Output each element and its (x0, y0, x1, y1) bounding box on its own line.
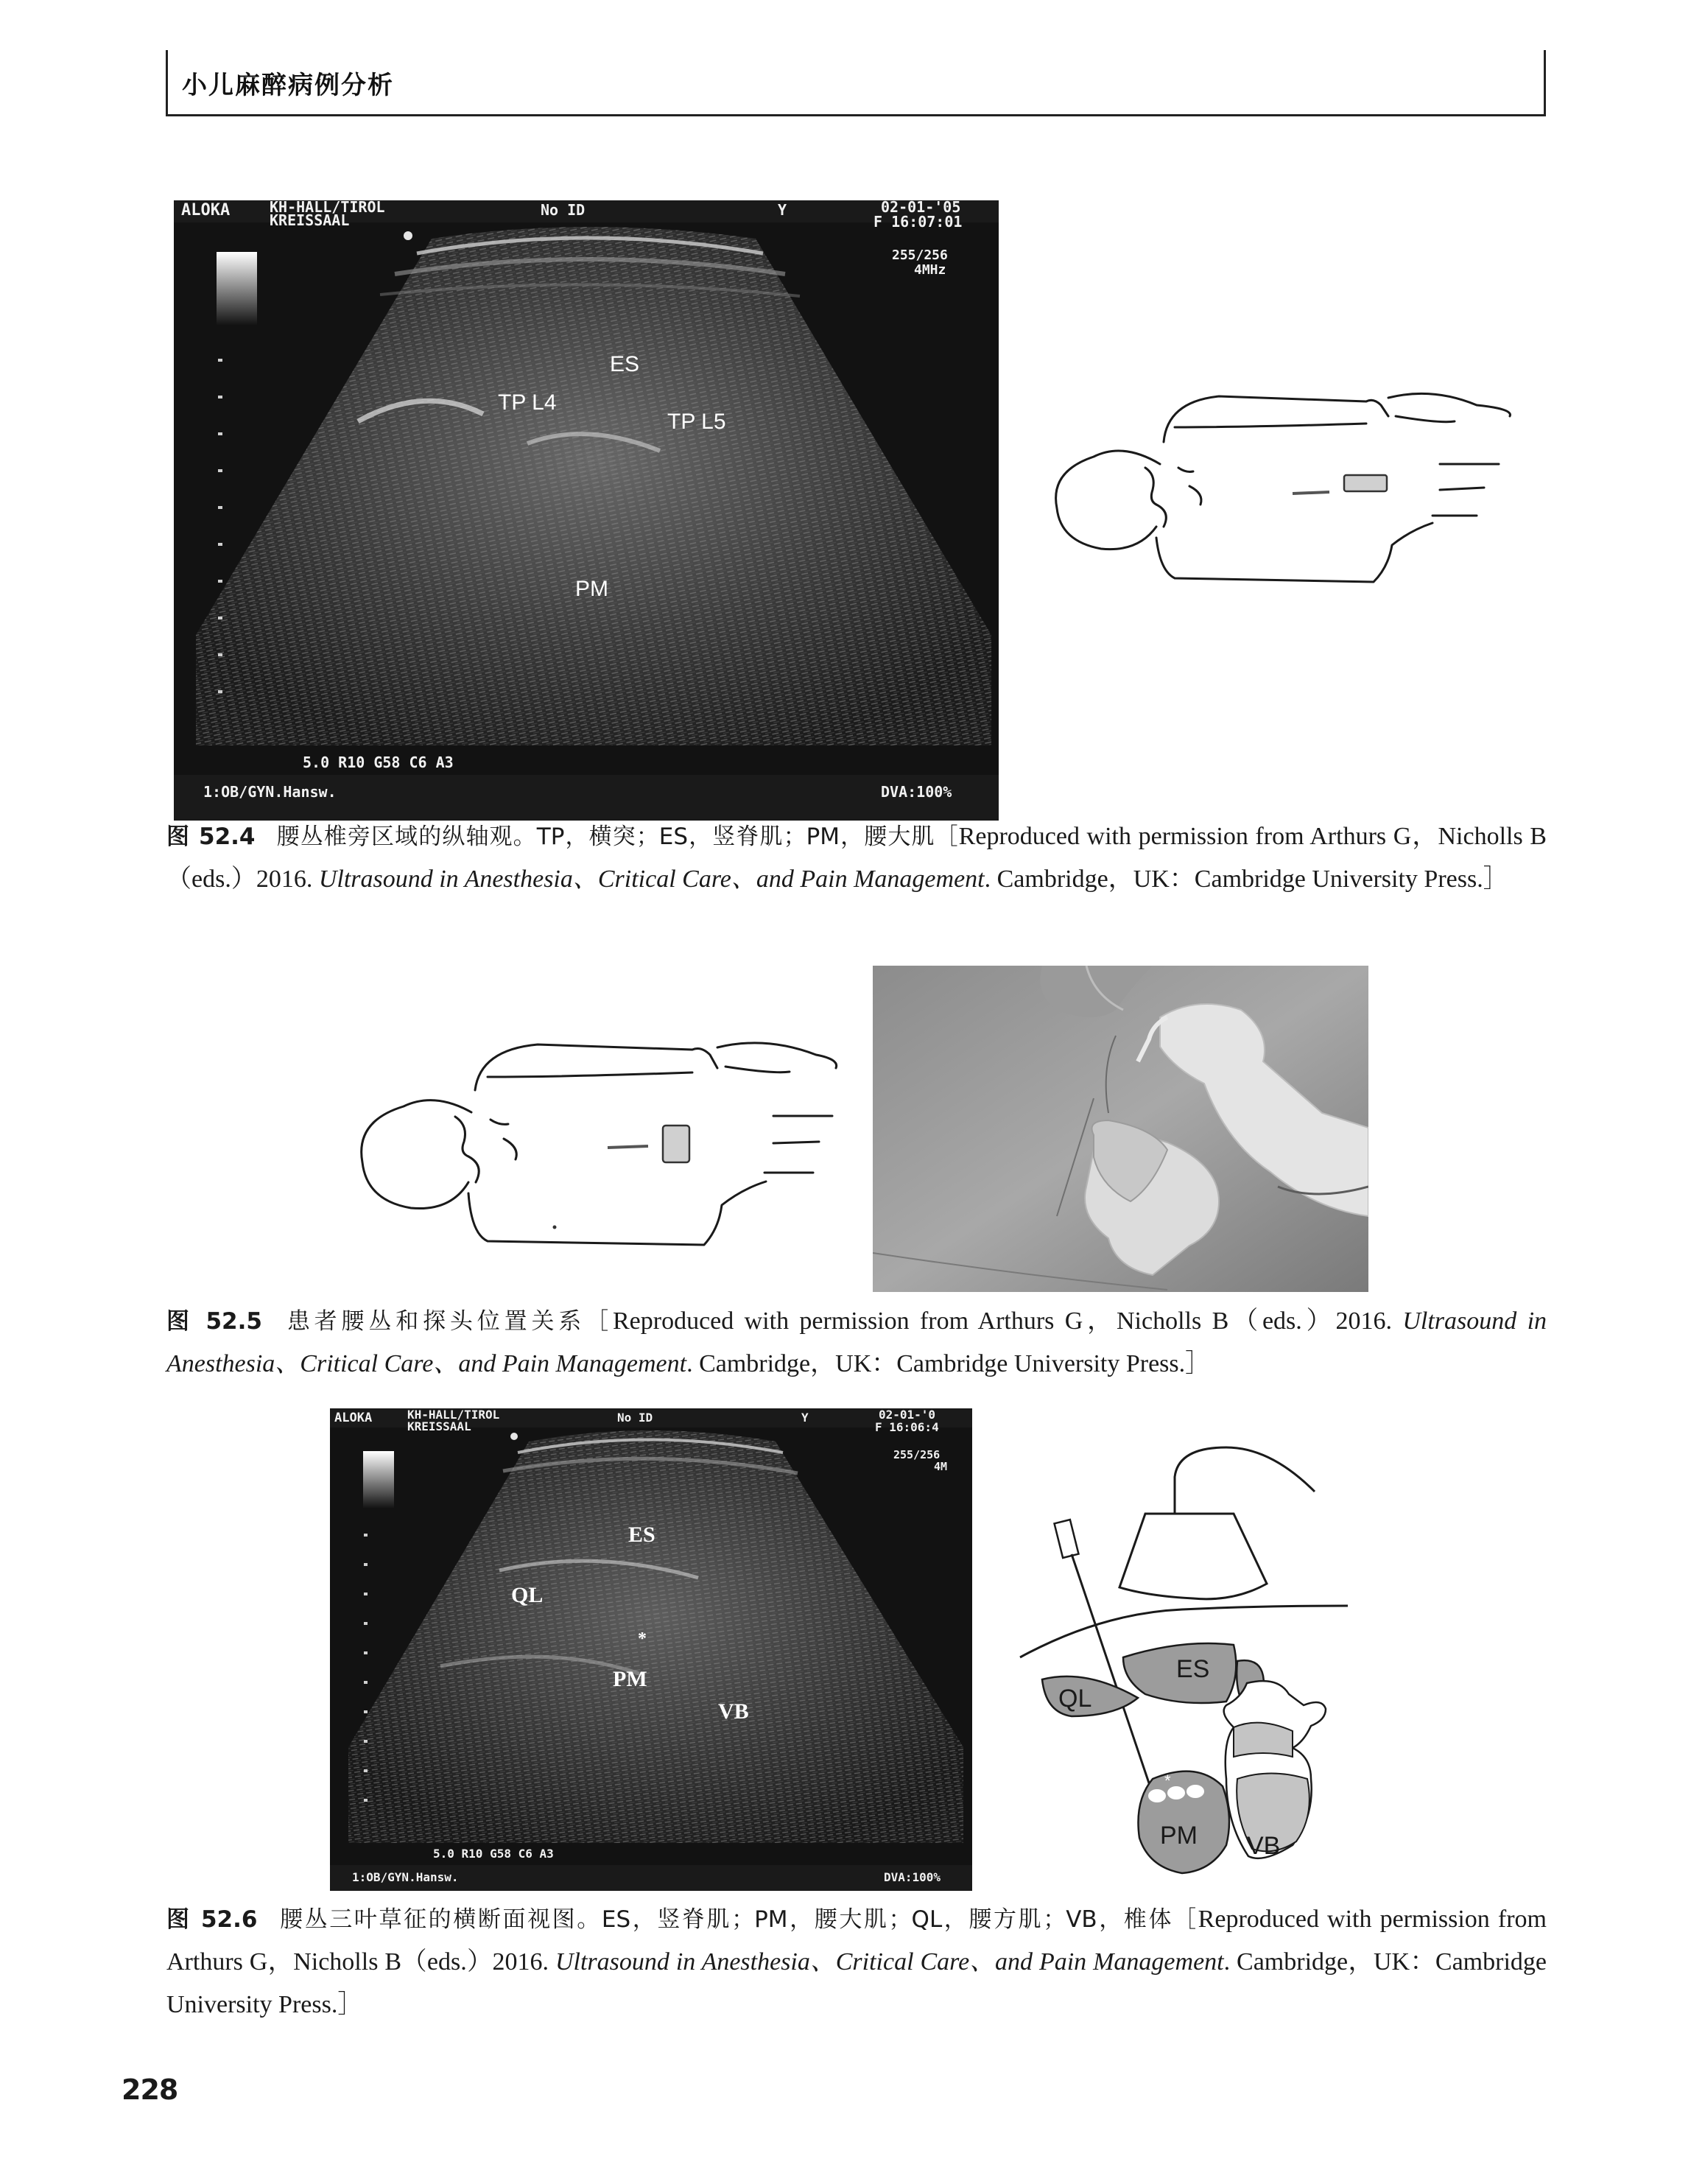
figure-52-4-caption (166, 815, 1547, 901)
us2-label-ql: QL (511, 1583, 544, 1607)
figure-52-4-ultrasound (174, 200, 999, 821)
us2-frequency: 4M (934, 1460, 948, 1473)
us1-time: F 16:07:01 (873, 213, 963, 231)
us1-label-es: ES (610, 352, 640, 376)
caption-52-5-text-a: Reproduced with permission from Arthurs G，Nicholls B（eds.）2016. (613, 1307, 1403, 1335)
figure-52-5-caption (166, 1300, 1547, 1386)
caption-52-5-cn: 患者腰丛和探头位置关系［ (282, 1308, 613, 1335)
figure-52-6-ultrasound (330, 1408, 972, 1891)
us2-label-es: ES (628, 1523, 655, 1547)
caption-52-6-number: 图 52.6 (166, 1906, 258, 1933)
caption-52-4-cn: 腰丛椎旁区域的纵轴观。TP，横突；ES，竖脊肌；PM，腰大肌［ (275, 824, 959, 850)
us1-patient-id: No ID (541, 201, 586, 219)
us1-date: 02-01-'05 (881, 200, 961, 216)
caption-52-5-italic: Ultrasound in Anesthesia、Critical Care、and Pain Management (166, 1307, 1547, 1377)
caption-52-6-text-a: Reproduced with permission from Arthurs G，Nicholls B（eds.）2016. (166, 1906, 1547, 1976)
us1-brand: ALOKA (181, 201, 231, 220)
us1-marker: Y (778, 201, 787, 219)
caption-52-6-italic: Ultrasound in Anesthesia、Critical Care、and Pain Management (555, 1948, 1224, 1976)
us2-frame: 255/256 (893, 1448, 941, 1461)
us2-date: 02-01-'0 (879, 1408, 936, 1422)
caption-52-4-text-b: . Cambridge，UK：Cambridge University Press.］ (984, 865, 1508, 893)
us1-frequency: 4MHz (914, 262, 946, 278)
diagram-label-pm: PM (1160, 1822, 1198, 1850)
us2-dva: DVA:100% (884, 1870, 941, 1884)
figure-52-5-patient-diagram (324, 1031, 854, 1252)
us1-dva: DVA:100% (881, 783, 952, 801)
figure-52-5-photo (873, 966, 1368, 1292)
us1-label-pm: PM (575, 577, 608, 601)
caption-52-6-cn: 腰丛三叶草征的横断面视图。ES，竖脊肌；PM，腰大肌；QL，腰方肌；VB，椎体［ (278, 1906, 1198, 1933)
caption-52-4-italic: Ultrasound in Anesthesia、Critical Care、and Pain Management (318, 865, 985, 893)
us1-label-tp-l4: TP L4 (498, 390, 557, 415)
us2-label-pm: PM (613, 1667, 647, 1691)
diagram-label-star: * (1164, 1772, 1171, 1790)
figure-52-6-cross-section-diagram (1013, 1433, 1388, 1886)
us2-settings: 5.0 R10 G58 C6 A3 (433, 1847, 554, 1861)
caption-52-5-number: 图 52.5 (166, 1308, 262, 1335)
us2-label-star: * (638, 1629, 647, 1648)
running-title: 小儿麻醉病例分析 (182, 71, 394, 100)
us2-location-1: KH-HALL/TIROL (407, 1408, 500, 1422)
us1-settings: 5.0 R10 G58 C6 A3 (303, 754, 454, 771)
diagram-label-ql: QL (1058, 1685, 1092, 1713)
caption-52-6-text-b: . Cambridge，UK：Cambridge University Press.］ (166, 1948, 1547, 2018)
caption-52-4-number: 图 52.4 (166, 824, 256, 850)
us2-brand: ALOKA (334, 1411, 373, 1425)
caption-52-4-text-a: Reproduced with permission from Arthurs G，Nicholls B（eds.）2016. (166, 823, 1547, 893)
diagram-label-vb: VB (1247, 1832, 1281, 1860)
us1-label-tp-l5: TP L5 (667, 410, 726, 434)
caption-52-5-text-b: . Cambridge，UK：Cambridge University Press.］ (686, 1350, 1211, 1377)
figure-52-4-patient-diagram (1027, 383, 1528, 589)
us1-location-1: KH-HALL/TIROL (270, 200, 385, 216)
page-number: 228 (122, 2074, 178, 2106)
us1-frame: 255/256 (892, 247, 948, 263)
us1-preset: 1:OB/GYN.Hansw. (203, 783, 337, 801)
us2-preset: 1:OB/GYN.Hansw. (352, 1870, 459, 1884)
us2-marker: Y (801, 1411, 809, 1425)
us2-location-2: KREISSAAL (407, 1419, 471, 1433)
us2-time: F 16:06:4 (875, 1420, 939, 1434)
us1-location-2: KREISSAAL (270, 211, 350, 229)
us2-patient-id: No ID (617, 1411, 653, 1425)
diagram-label-es: ES (1176, 1655, 1210, 1683)
figure-52-6-caption (166, 1898, 1547, 2026)
us2-label-vb: VB (718, 1699, 749, 1724)
